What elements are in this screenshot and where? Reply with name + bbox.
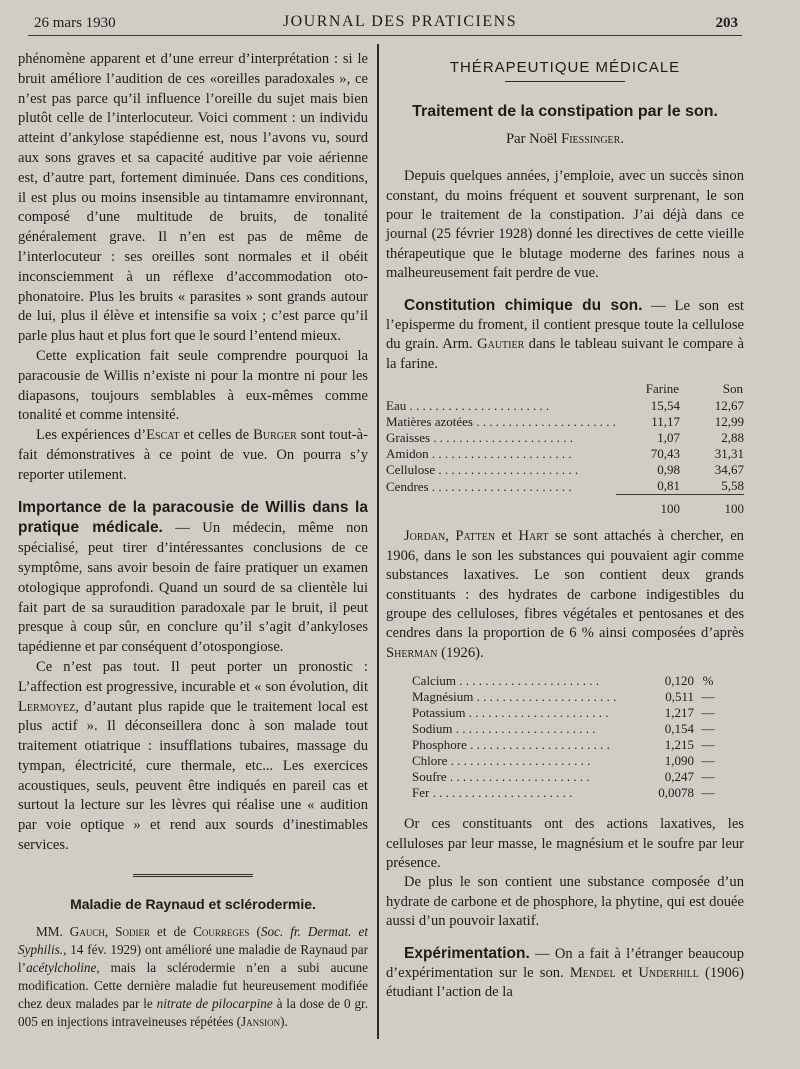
table-total: 100: [616, 495, 680, 518]
column-header: Farine: [645, 381, 679, 397]
table-row: [412, 785, 722, 801]
element-value: 1,215: [664, 737, 694, 753]
element-value: 0,154: [664, 721, 694, 737]
table-row: [412, 721, 722, 737]
farine-value: 1,07: [657, 430, 680, 446]
element-value: 1,090: [664, 753, 694, 769]
page-header: [0, 0, 800, 36]
son-value: 2,88: [721, 430, 744, 446]
author-name: Fiessinger: [561, 130, 621, 147]
row-label: Eau . . .: [386, 398, 616, 414]
element-unit: —: [701, 753, 715, 769]
section-paragraph: Constitution chimique du son. — Le son est l’episperme du froment, il contient presque toute la cellulose du grain. Arm. Gautier dans le tableau suivant le compare à la farine.: [386, 296, 744, 372]
section-divider: [133, 874, 253, 877]
paragraph: Depuis quelques années, j’emploie, avec un succès sinon constant, du moins fréquent et souvent surprenant, le son pour le traitement de la constipation. J’ai déjà dans ce journal (25 février 1928) donné les directives de cette vieille thérapeutique que le blutage moderne des farines nous a malheureusement fait perdre de vue.: [386, 168, 744, 282]
section-heading: Importance de la paracousie de Willis dans la pratique médicale.: [18, 498, 368, 537]
element-unit: —: [701, 705, 715, 721]
element-value: 0,120: [664, 673, 694, 689]
row-label: Soufre . . .: [412, 769, 642, 785]
element-value: 1,217: [664, 705, 694, 721]
table-row: [412, 705, 722, 721]
element-value: 0,0078: [658, 785, 694, 801]
journal-reference: Soc. fr. Dermat. et Syphilis.: [18, 923, 369, 957]
row-label: Magnésium . . .: [412, 689, 642, 705]
row-label: Potassium . . .: [412, 705, 642, 721]
element-value: 0,511: [665, 689, 694, 705]
author-name: Escat: [146, 427, 180, 444]
paragraph: Ce n’est pas tout. Il peut porter un pronostic : L’affection est progressive, incurable et « son évolution, dit Lermoyez, d’autant plus rapide que le traitement local est plus actif ». Il déconseillera donc à son malade tout traitement otiatrique : insufflations tubaires, massage du tympan, électricité, cure thermale, etc... Les exercices acoustiques, seuls, peuvent être indiqués en pareil cas et surtout la lecture sur les lèvres qui réalise une « audition par voie optique » et rend aux sourds d’inestimables services.: [18, 658, 368, 854]
table-total: 100: [680, 495, 744, 518]
header-rule: [28, 35, 742, 36]
element-value: 0,247: [664, 769, 694, 785]
rubric-rule: [505, 81, 625, 82]
table-row: [412, 753, 722, 769]
author-name: Burger: [253, 427, 297, 444]
paragraph: Jordan, Patten et Hart se sont attachés à chercher, en 1906, dans le son les substances qui pouvaient agir comme substances laxatives. Le son contient deux grands constituants : des hydrates de carbone indigestibles du groupe des celluloses, fibres végétales et pentosanes et des cendres dans la proportion de 6 % ainsi composées d’après Sherman (1926).: [386, 528, 744, 661]
row-label: Phosphore . . .: [412, 737, 642, 753]
farine-value: 11,17: [651, 414, 680, 430]
element-unit: —: [701, 769, 715, 785]
son-value: 5,58: [721, 478, 744, 494]
issue-date: 26 mars 1930: [34, 15, 116, 31]
row-label: Chlore . . .: [412, 753, 642, 769]
table-row: [386, 414, 744, 430]
farine-value: 70,43: [650, 446, 680, 462]
paragraph: Cette explication fait seule comprendre pourquoi la paracousie de Willis n’existe ni pour la montre ni pour les diapasons, toujours semblables à eux-mêmes comme tonalité et comme intensité.: [18, 347, 368, 424]
article-title: Maladie de Raynaud et sclérodermie.: [70, 895, 316, 912]
paragraph: Les expériences d’Escat et celles de Burger sont tout-à-fait démonstratives à ce point de vue. On pourra s’y reporter utilement.: [18, 427, 369, 483]
column-divider: [377, 44, 379, 1039]
row-label: Sodium . . .: [412, 721, 642, 737]
paragraph: MM. Gauch, Sodier et de Courreges (Soc. fr. Dermat. et Syphilis., 14 fév. 1929) ont amélioré une maladie de Raynaud par l’acétylcholine, mais la sclérodermie n’en a subi aucune modification. Cette dernière maladie fut heureusement modifiée chez deux malades par le nitrate de pilocarpine à la dose de 0 gr. 005 en injections intraveineuses répétées (Jansion).: [18, 923, 369, 1029]
journal-title: JOURNAL DES PRATICIENS: [282, 13, 518, 30]
element-unit: —: [701, 689, 715, 705]
paragraph: Or ces constituants ont des actions laxatives, les celluloses par leur masse, le magnésium et le soufre par leur présence.: [386, 816, 744, 871]
row-label: Calcium . . .: [412, 673, 642, 689]
author-name: Lermoyez: [18, 698, 76, 715]
section-paragraph: Importance de la paracousie de Willis dans la pratique médicale. — Un médecin, même non spécialisé, peut tirer d’intéressantes conclusions de ce symptôme, sans avoir besoin de faire pratiquer un examen otologique approfondi. Quand un sourd de sa clientèle lui fait part de sa suraudition paradoxale par le bruit, il peut presque à coup sûr, en conclure qu’il s’agit d’ankyloses tapédienne et par conséquent d’otospongiose.: [18, 498, 368, 656]
table-row: [412, 673, 722, 689]
table-row: [386, 430, 744, 446]
left-column: [18, 50, 368, 1031]
row-label: Matières azotées . . .: [386, 414, 616, 430]
table-row: [412, 689, 722, 705]
section-heading: Constitution chimique du son.: [404, 296, 643, 314]
son-value: 34,67: [714, 462, 744, 478]
row-label: Cendres . . .: [386, 478, 616, 495]
farine-value: 15,54: [650, 398, 680, 414]
element-unit: —: [701, 721, 715, 737]
son-value: 31,31: [714, 446, 744, 462]
article-title: Traitement de la constipation par le son.: [412, 103, 718, 121]
row-label: Fer . . .: [412, 785, 642, 801]
table-row: [412, 769, 722, 785]
section-heading: Expérimentation.: [404, 944, 530, 962]
element-unit: %: [702, 673, 714, 689]
son-value: 12,67: [714, 398, 744, 414]
row-label: Cellulose . . .: [386, 462, 616, 478]
farine-value: 0,81: [657, 478, 680, 494]
table-row: [386, 446, 744, 462]
section-paragraph: Expérimentation. — On a fait à l’étranger beaucoup d’expérimentation sur le son. Mendel et Underhill (1906) étudiant l’action de la: [386, 944, 744, 1001]
table-row: [386, 462, 744, 478]
son-value: 12,99: [714, 414, 744, 430]
table-row: [386, 478, 744, 495]
row-label: Graisses . . .: [386, 430, 616, 446]
byline: Par Noël Fiessinger.: [505, 130, 624, 147]
element-unit: —: [701, 785, 715, 801]
right-column: [386, 58, 744, 1003]
row-label: Amidon . . .: [386, 446, 616, 462]
column-header: Son: [722, 381, 743, 397]
mineral-table: [412, 673, 722, 801]
table-row: [386, 398, 744, 414]
element-unit: —: [701, 737, 715, 753]
paragraph: De plus le son contient une substance composée d’un hydrate de carbone et de phosphore, la phytine, qui est douée aussi d’un pouvoir laxatif.: [386, 874, 744, 930]
composition-table: [386, 380, 744, 517]
page-number: 203: [715, 15, 738, 31]
farine-value: 0,98: [657, 462, 680, 478]
rubric-heading: THÉRAPEUTIQUE MÉDICALE: [449, 59, 681, 76]
paragraph: phénomène apparent et d’une erreur d’interprétation : si le bruit améliore l’audition de ces «oreilles paradoxales », ce n’est pas parce qu’il influence l’oreille du sujet mais bien plutôt celle de l’interlocuteur. Voici comment : un individu atteint d’ankylose stapédienne est, nous l’avons vu, sourd aux sons graves et sa capacité auditive par voie aérienne est, d’autre part, fortement diminuée. Dans ces conditions, il est plus ou moins insensible au tintamamre environnant, composé d’une multitude de bruits, de tonalité généralement grave. Il n’en est pas de même de l’interlocuteur : ses oreilles sont normales et il obéit inconsciemment à un réflexe d’accommodation oto-phonatoire. Plus les bruits « parasites » sont grands autour de lui, plus il élève et intensifie sa voix ; c’est parce qu’il parle plus haut et plus fort que le sourd l’entend mieux.: [18, 51, 368, 345]
table-row: [412, 737, 722, 753]
